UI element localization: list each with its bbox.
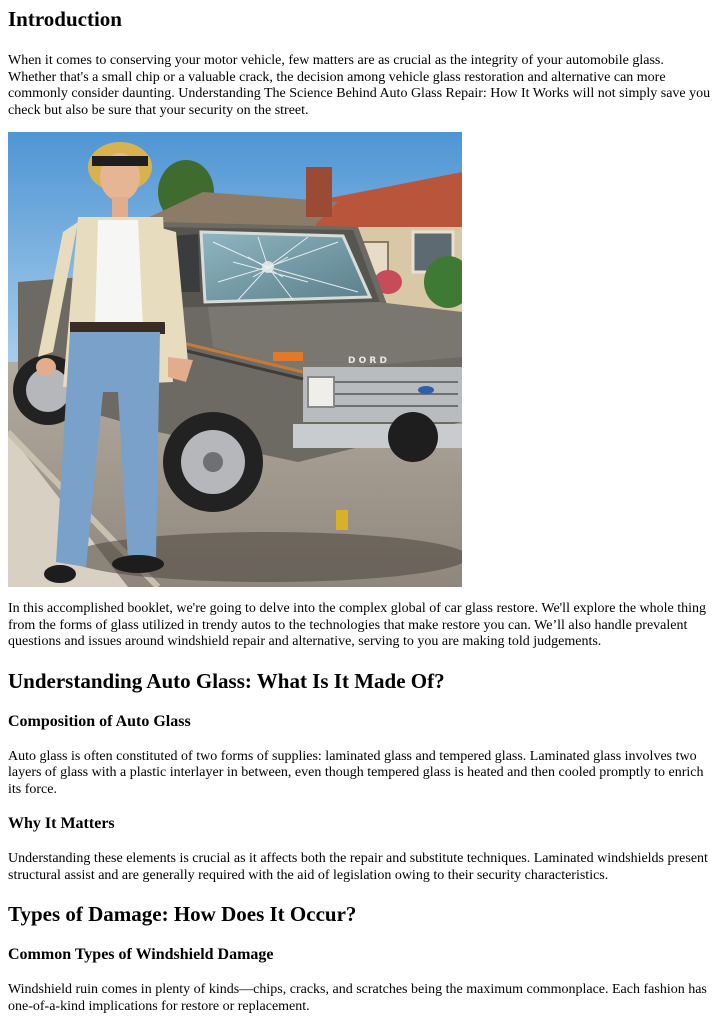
person-headband [92,156,148,166]
section-heading-types-of-damage: Types of Damage: How Does It Occur? [8,902,357,926]
booklet-paragraph: In this accomplished booklet, we're going to delve into the complex global of car glass restore. We'll explore the whole thing from the forms of glass utilized in trendy autos to the technologies that make restore you can. We’ll also handle prevalent questions and issues around windshield repair and alternative, serving to you are making told judgements. [8,601,707,649]
intro-paragraph: When it comes to conserving your motor vehicle, few matters are as crucial as the integrity of your automobile glass. Whether that's a small chip or a valuable crack, the decision among vehicle glass restoration and alternative can more commonly consider daunting. Understanding The Science Behind Auto Glass Repair: How It Works will not simply save you check but also be sure that your security on the street. [8,53,711,118]
why-paragraph: Understanding these elements is crucial as it affects both the repair and substitute techniques. Laminated windshields present structural assist and are generally required with the aid of legislation owing to their security characteristics. [8,851,708,883]
composition-paragraph: Auto glass is often constituted of two forms of supplies: laminated glass and tempered glass. Laminated glass involves two layers of glass with a plastic interlayer in between, even though tempered glass is heated and then cooled promptly to enrich its force. [8,748,704,797]
person-tank-top [95,220,143,327]
common-damage-paragraph: Windshield ruin comes in plenty of kinds—chips, cracks, and scratches being the maximum commonplace. Each fashion has one-of-a-kind implications for restore or replacement. [8,982,707,1014]
chimney [306,167,332,217]
truck-grille-text: D O R D [348,356,387,366]
can-on-ground [336,510,348,530]
subheading-why-it-matters: Why It Matters [8,815,115,832]
person-right-shoe [112,555,164,573]
subheading-common-damage: Common Types of Windshield Damage [8,946,274,963]
turn-signal [273,352,303,361]
intro-heading: Introduction [8,7,122,31]
cracked-windshield [201,232,370,302]
truck-emblem [418,386,434,394]
section-heading-auto-glass: Understanding Auto Glass: What Is It Made Of? [8,668,445,693]
article [0,6,720,1015]
person-left-shoe [44,565,76,583]
hero-image-broken-windshield-truck [8,132,462,587]
subheading-composition: Composition of Auto Glass [8,712,191,730]
